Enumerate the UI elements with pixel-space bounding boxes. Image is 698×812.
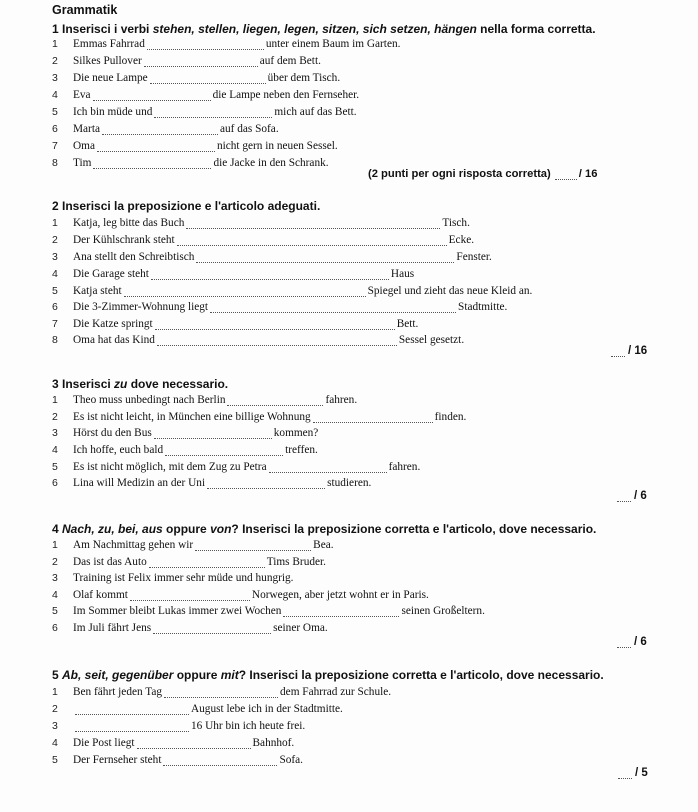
exercise-item bbox=[52, 458, 420, 473]
answer-blank[interactable] bbox=[164, 687, 278, 698]
item-number: 2 bbox=[52, 55, 58, 67]
item-number: 1 bbox=[52, 217, 58, 229]
item-text-before: Marta bbox=[73, 123, 100, 135]
heading-text: mit bbox=[220, 668, 239, 682]
exercise-item bbox=[52, 602, 485, 617]
exercise-item bbox=[52, 315, 418, 330]
item-text-before: Das ist das Auto bbox=[73, 556, 147, 568]
exercise-item bbox=[52, 683, 391, 698]
item-number: 5 bbox=[52, 461, 58, 473]
item-text-before: Lina will Medizin an der Uni bbox=[73, 477, 206, 489]
answer-blank[interactable] bbox=[144, 56, 258, 67]
exercise-item bbox=[52, 35, 400, 50]
item-text-before: Theo muss unbedingt nach Berlin bbox=[73, 394, 226, 406]
answer-blank[interactable] bbox=[124, 286, 366, 297]
item-text-after: treffen. bbox=[285, 444, 318, 456]
exercise-item bbox=[52, 103, 357, 118]
item-text-after: die Jacke in den Schrank. bbox=[213, 157, 329, 169]
item-number: 5 bbox=[52, 285, 58, 297]
answer-blank[interactable] bbox=[75, 704, 189, 715]
item-number: 3 bbox=[52, 572, 58, 584]
exercise-item bbox=[52, 282, 532, 297]
heading-text: 4 bbox=[52, 522, 63, 536]
item-text-before: Im Sommer bleibt Lukas immer zwei Wochen bbox=[73, 605, 282, 617]
item-text-after: 16 Uhr bin ich heute frei. bbox=[191, 720, 306, 732]
answer-blank[interactable] bbox=[165, 445, 283, 456]
exercise-item bbox=[52, 52, 321, 67]
answer-blank[interactable] bbox=[154, 428, 272, 439]
exercise-item bbox=[52, 154, 329, 169]
item-text-before: Ich bin müde und bbox=[73, 106, 153, 118]
answer-blank[interactable] bbox=[149, 557, 265, 568]
item-number: 3 bbox=[52, 427, 58, 439]
item-text-before: Die 3-Zimmer-Wohnung liegt bbox=[73, 301, 209, 313]
exercise-item bbox=[52, 536, 334, 551]
score-total: / 16 bbox=[628, 345, 648, 357]
exercise-item bbox=[52, 700, 343, 715]
answer-blank[interactable] bbox=[163, 755, 277, 766]
answer-blank[interactable] bbox=[93, 90, 211, 101]
item-text-after: seinen Großeltern. bbox=[401, 605, 485, 617]
heading-text: ? Inserisci la preposizione corretta e l'articolo, dove necessario. bbox=[238, 668, 604, 682]
heading-text: nella forma corretta. bbox=[476, 22, 596, 36]
item-text-after: unter einem Baum im Garten. bbox=[265, 38, 401, 50]
answer-blank[interactable] bbox=[210, 302, 456, 313]
heading-text: 1 Inserisci i verbi bbox=[52, 22, 153, 36]
answer-blank[interactable] bbox=[75, 721, 189, 732]
answer-blank[interactable] bbox=[130, 590, 250, 601]
heading-text: von bbox=[210, 522, 232, 536]
exercise-item bbox=[52, 553, 326, 568]
exercise-item bbox=[52, 569, 294, 584]
item-text-after: seiner Oma. bbox=[273, 622, 328, 634]
answer-blank[interactable] bbox=[150, 73, 266, 84]
exercise-item bbox=[52, 441, 318, 456]
item-number: 6 bbox=[52, 622, 58, 634]
item-text-before: Es ist nicht möglich, mit dem Zug zu Petra bbox=[73, 461, 267, 473]
item-text-after: Bahnhof. bbox=[252, 737, 295, 749]
item-text-before: Training ist Felix immer sehr müde und hungrig. bbox=[73, 572, 294, 584]
item-number: 3 bbox=[52, 72, 58, 84]
item-number: 6 bbox=[52, 477, 58, 489]
heading-text: ? Inserisci la preposizione corretta e l'articolo, dove necessario. bbox=[231, 522, 597, 536]
exercise-item bbox=[52, 69, 340, 84]
item-text-after: Spiegel und zieht das neue Kleid an. bbox=[367, 285, 533, 297]
exercise-item bbox=[52, 248, 492, 263]
section-5-score bbox=[616, 767, 648, 779]
item-number: 4 bbox=[52, 268, 58, 280]
exercise-item bbox=[52, 298, 507, 313]
item-text-after: fahren. bbox=[388, 461, 421, 473]
score-blank[interactable] bbox=[618, 768, 632, 779]
score-total: / 6 bbox=[634, 636, 647, 648]
item-number: 1 bbox=[52, 686, 58, 698]
item-text-before: Der Fernseher steht bbox=[73, 754, 162, 766]
item-number: 7 bbox=[52, 140, 58, 152]
item-text-before: Es ist nicht leicht, in München eine billige Wohnung bbox=[73, 411, 311, 423]
item-text-before: Die Garage steht bbox=[73, 268, 149, 280]
section-3-heading bbox=[52, 377, 228, 391]
answer-blank[interactable] bbox=[177, 235, 447, 246]
heading-text: 2 Inserisci la preposizione e l'articolo adeguati. bbox=[52, 199, 321, 213]
heading-text: stehen, stellen, liegen, legen, sitzen, sich setzen, hängen bbox=[152, 22, 477, 36]
score-total: / 5 bbox=[635, 767, 648, 779]
item-number: 5 bbox=[52, 605, 58, 617]
item-text-before: Der Kühlschrank steht bbox=[73, 234, 175, 246]
item-text-after: mich auf das Bett. bbox=[274, 106, 357, 118]
item-number: 3 bbox=[52, 720, 58, 732]
item-text-before: Ich hoffe, euch bald bbox=[73, 444, 164, 456]
item-number: 1 bbox=[52, 38, 58, 50]
item-number: 3 bbox=[52, 251, 58, 263]
item-number: 7 bbox=[52, 318, 58, 330]
page-title: Grammatik bbox=[52, 3, 118, 17]
item-text-after: Norwegen, aber jetzt wohnt er in Paris. bbox=[251, 589, 429, 601]
section-1-heading bbox=[52, 22, 596, 36]
exercise-item bbox=[52, 619, 328, 634]
exercise-item bbox=[52, 137, 338, 152]
heading-text: Ab, seit, gegenüber bbox=[62, 668, 174, 682]
item-text-after: Tims Bruder. bbox=[266, 556, 326, 568]
score-total: / 6 bbox=[634, 490, 647, 502]
item-text-after: auf dem Bett. bbox=[259, 55, 321, 67]
exercise-item bbox=[52, 751, 303, 766]
answer-blank[interactable] bbox=[227, 395, 323, 406]
answer-blank[interactable] bbox=[97, 141, 215, 152]
item-text-before: Die neue Lampe bbox=[73, 72, 148, 84]
item-text-before: Emmas Fahrrad bbox=[73, 38, 145, 50]
item-number: 5 bbox=[52, 106, 58, 118]
answer-blank[interactable] bbox=[102, 124, 218, 135]
heading-text: 3 Inserisci bbox=[52, 377, 115, 391]
item-number: 5 bbox=[52, 754, 58, 766]
item-number: 2 bbox=[52, 411, 58, 423]
heading-text: 5 bbox=[52, 668, 63, 682]
answer-blank[interactable] bbox=[269, 462, 387, 473]
item-number: 8 bbox=[52, 334, 58, 346]
exercise-item bbox=[52, 408, 466, 423]
item-number: 4 bbox=[52, 589, 58, 601]
heading-text: oppure bbox=[173, 668, 221, 682]
item-number: 4 bbox=[52, 89, 58, 101]
exercise-item bbox=[52, 424, 318, 439]
item-text-before: Silkes Pullover bbox=[73, 55, 142, 67]
answer-blank[interactable] bbox=[137, 738, 251, 749]
answer-blank[interactable] bbox=[195, 540, 311, 551]
item-text-before: Katja, leg bitte das Buch bbox=[73, 217, 185, 229]
points-note-text: (2 punti per ogni risposta corretta) bbox=[368, 168, 551, 180]
item-text-after: Ecke. bbox=[448, 234, 475, 246]
answer-blank[interactable] bbox=[93, 158, 211, 169]
score-blank[interactable] bbox=[611, 346, 625, 357]
section-2-score bbox=[609, 345, 647, 357]
answer-blank[interactable] bbox=[313, 412, 433, 423]
item-text-after: Haus bbox=[390, 268, 415, 280]
exercise-item bbox=[52, 214, 470, 229]
exercise-item bbox=[52, 474, 371, 489]
answer-blank[interactable] bbox=[151, 269, 389, 280]
item-text-before: Am Nachmittag gehen wir bbox=[73, 539, 194, 551]
section-4-score bbox=[615, 636, 647, 648]
item-text-before: Oma bbox=[73, 140, 95, 152]
item-text-after: über dem Tisch. bbox=[267, 72, 341, 84]
item-text-after: Tisch. bbox=[442, 217, 470, 229]
exercise-item bbox=[52, 717, 305, 732]
heading-text: dove necessario. bbox=[127, 377, 229, 391]
item-text-after: Stadtmitte. bbox=[458, 301, 508, 313]
answer-blank[interactable] bbox=[157, 335, 397, 346]
score-blank[interactable] bbox=[555, 169, 577, 180]
answer-blank[interactable] bbox=[153, 623, 271, 634]
exercise-item bbox=[52, 331, 464, 346]
item-text-after: finden. bbox=[434, 411, 467, 423]
item-number: 2 bbox=[52, 556, 58, 568]
item-text-before: Die Post liegt bbox=[73, 737, 135, 749]
item-number: 6 bbox=[52, 301, 58, 313]
answer-blank[interactable] bbox=[155, 319, 395, 330]
item-text-before: Die Katze springt bbox=[73, 318, 153, 330]
heading-text: Nach, zu, bei, aus bbox=[62, 522, 163, 536]
item-text-before: Olaf kommt bbox=[73, 589, 128, 601]
answer-blank[interactable] bbox=[207, 478, 325, 489]
heading-text: zu bbox=[114, 377, 128, 391]
answer-blank[interactable] bbox=[196, 252, 454, 263]
item-number: 1 bbox=[52, 394, 58, 406]
item-text-before: Katja steht bbox=[73, 285, 122, 297]
item-text-before: Ben fährt jeden Tag bbox=[73, 686, 163, 698]
heading-text: oppure bbox=[162, 522, 211, 536]
points-note bbox=[368, 168, 597, 180]
item-number: 2 bbox=[52, 234, 58, 246]
item-text-after: die Lampe neben den Fernseher. bbox=[212, 89, 360, 101]
item-text-after: Bett. bbox=[396, 318, 419, 330]
item-text-after: auf das Sofa. bbox=[219, 123, 279, 135]
item-text-before: Im Juli fährt Jens bbox=[73, 622, 152, 634]
answer-blank[interactable] bbox=[147, 39, 264, 50]
item-number: 8 bbox=[52, 157, 58, 169]
item-text-after: August lebe ich in der Stadtmitte. bbox=[191, 703, 343, 715]
item-text-after: kommen? bbox=[273, 427, 319, 439]
item-text-after: nicht gern in neuen Sessel. bbox=[216, 140, 338, 152]
exercise-item bbox=[52, 120, 279, 135]
item-text-after: Fenster. bbox=[456, 251, 492, 263]
item-number: 6 bbox=[52, 123, 58, 135]
item-text-before: Oma hat das Kind bbox=[73, 334, 155, 346]
item-text-before: Tim bbox=[73, 157, 92, 169]
answer-blank[interactable] bbox=[154, 107, 272, 118]
item-text-before: Ana stellt den Schreibtisch bbox=[73, 251, 195, 263]
item-text-after: Sofa. bbox=[279, 754, 304, 766]
section-3-score bbox=[615, 490, 647, 502]
exercise-item bbox=[52, 86, 359, 101]
item-text-before: Hörst du den Bus bbox=[73, 427, 152, 439]
item-text-after: Bea. bbox=[313, 539, 334, 551]
score-total: / 16 bbox=[578, 168, 598, 180]
section-5-heading bbox=[52, 668, 604, 682]
exercise-item bbox=[52, 265, 414, 280]
item-number: 1 bbox=[52, 539, 58, 551]
score-blank[interactable] bbox=[617, 491, 631, 502]
section-4-heading bbox=[52, 522, 596, 536]
answer-blank[interactable] bbox=[283, 606, 399, 617]
item-number: 4 bbox=[52, 444, 58, 456]
item-text-after: studieren. bbox=[327, 477, 372, 489]
item-text-after: dem Fahrrad zur Schule. bbox=[280, 686, 392, 698]
score-blank[interactable] bbox=[617, 637, 631, 648]
exercise-item bbox=[52, 231, 474, 246]
section-2-heading bbox=[52, 199, 320, 213]
exercise-item bbox=[52, 734, 294, 749]
exercise-item bbox=[52, 586, 429, 601]
item-text-after: fahren. bbox=[325, 394, 358, 406]
exercise-item bbox=[52, 391, 357, 406]
item-text-before: Eva bbox=[73, 89, 91, 101]
answer-blank[interactable] bbox=[186, 218, 440, 229]
item-text-after: Sessel gesetzt. bbox=[398, 334, 465, 346]
item-number: 4 bbox=[52, 737, 58, 749]
item-number: 2 bbox=[52, 703, 58, 715]
